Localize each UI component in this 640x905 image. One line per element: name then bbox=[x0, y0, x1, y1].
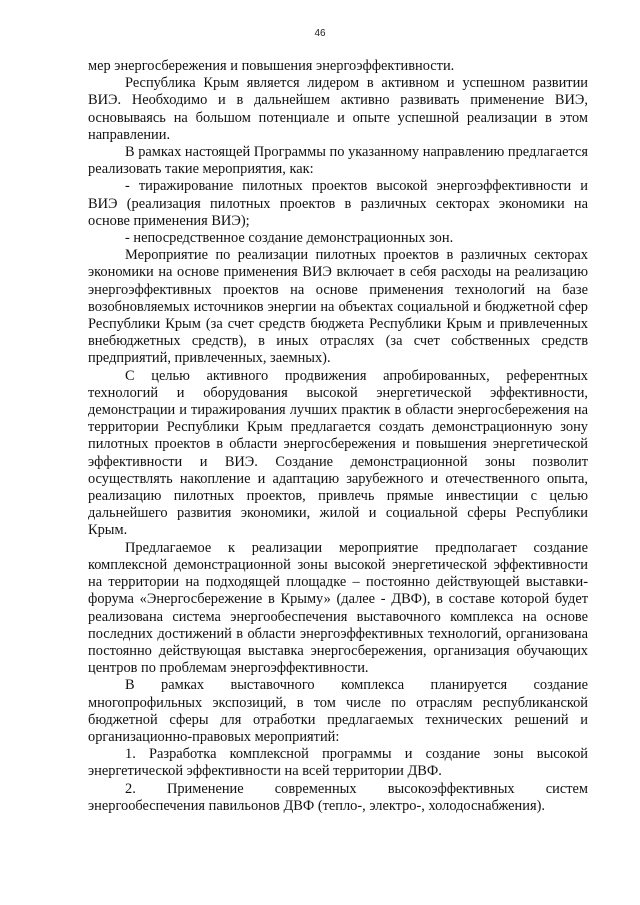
list-item: - непосредственное создание демонстрационных зон. bbox=[125, 230, 454, 247]
list-item: 1. Разработка комплексной программы и создание зоны высокой энергетической эффективности на всей территории ДВФ. bbox=[88, 746, 588, 780]
list-item: - тиражирование пилотных проектов высокой энергоэффективности и ВИЭ (реализация пилотных проектов в различных секторах экономики на основе применения ВИЭ); bbox=[88, 178, 588, 229]
paragraph: В рамках выставочного комплекса планируется создание многопрофильных экспозиций, в том числе по отраслям республиканской бюджетной сферы для отработки предлагаемых технических решений и организационно-правовых мероприятий: bbox=[88, 677, 588, 745]
page-number: 46 bbox=[314, 28, 326, 39]
body-text bbox=[88, 58, 588, 815]
list-item: 2. Применение современных высокоэффективных систем энергообеспечения павильонов ДВФ (тепло-, электро-, холодоснабжения). bbox=[88, 780, 588, 814]
paragraph: С целью активного продвижения апробированных, референтных технологий и оборудования высокой энергетической эффективности, демонстрации и тиражирования лучших практик в области энергосбережения на территории Республики Крым предлагается создать демонстрационную зону пилотных проектов в области энергосбережения и повышения энергетической эффективности и ВИЭ. Создание демонстрационной зоны позволит осуществлять накопление и адаптацию зарубежного и отечественного опыта, реализацию пилотных проектов, привлечь прямые инвестиции с целью дальнейшего развития экономики, жилой и социальной сферы Республики Крым. bbox=[88, 367, 588, 539]
paragraph: Мероприятие по реализации пилотных проектов в различных секторах экономики на основе применения ВИЭ включает в себя расходы на реализацию энергоэффективных проектов на основе применения технологий на базе возобновляемых источников энергии на объектах социальной и бюджетной сфер Республики Крым (за счет средств бюджета Республики Крым и привлеченных внебюджетных средств), в иных отраслях (за счет собственных средств предприятий, привлеченных, заемных). bbox=[88, 247, 588, 367]
paragraph: В рамках настоящей Программы по указанному направлению предлагается реализовать такие мероприятия, как: bbox=[88, 144, 588, 178]
paragraph: Республика Крым является лидером в активном и успешном развитии ВИЭ. Необходимо и в дальнейшем активно развивать применение ВИЭ, основываясь на большом потенциале и опыте успешной реализации в этом направлении. bbox=[88, 75, 588, 143]
paragraph: мер энергосбережения и повышения энергоэффективности. bbox=[88, 58, 455, 74]
paragraph: Предлагаемое к реализации мероприятие предполагает создание комплексной демонстрационной зоны высокой энергетической эффективности на территории на подходящей площадке – постоянно действующей выставки-форума «Энергосбережение в Крыму» (далее - ДВФ), в составе которой будет реализована система энергообеспечения выставочного комплекса на основе последних достижений в области энергоэффективных технологий, организована постоянно действующая выставка энергосбережения, организация обучающих центров по проблемам энергоэффективности. bbox=[88, 539, 588, 677]
